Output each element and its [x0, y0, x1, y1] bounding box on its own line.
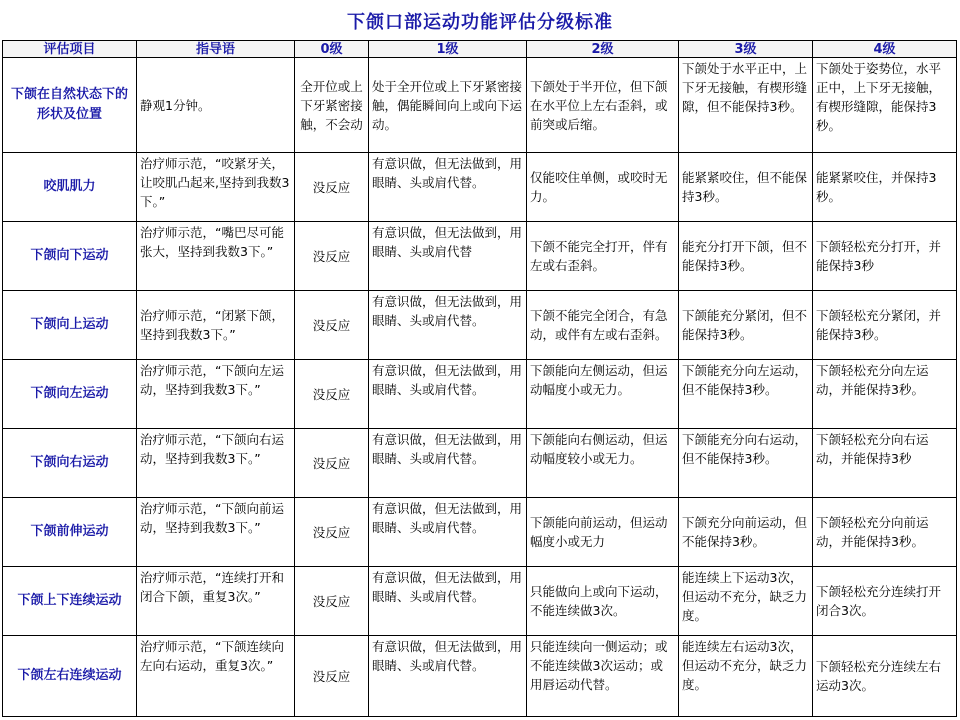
grade-0-cell: 没反应 [295, 291, 369, 360]
grade-4-cell: 下颌处于姿势位，水平正中，上下牙无接触，有楔形缝隙，能保持3秒。 [813, 58, 957, 153]
instruction-cell: 静观1分钟。 [137, 58, 295, 153]
instruction-cell: 治疗师示范，“下颌向前运动，坚持到我数3下。” [137, 498, 295, 567]
table-row [3, 58, 957, 153]
grade-2-cell: 下颌能向右侧运动，但运动幅度较小或无力。 [527, 429, 679, 498]
header-grade-4: 4级 [813, 41, 957, 58]
grade-0-cell: 全开位或上下牙紧密接触，不会动 [295, 58, 369, 153]
assessment-item: 下颌上下连续运动 [3, 567, 137, 636]
grade-1-cell: 有意识做，但无法做到，用眼睛、头或肩代替。 [369, 429, 527, 498]
grade-0-cell: 没反应 [295, 429, 369, 498]
grade-0-cell: 没反应 [295, 222, 369, 291]
grade-1-cell: 有意识做，但无法做到，用眼睛、头或肩代替。 [369, 636, 527, 717]
grade-2-cell: 下颌不能完全打开，伴有左或右歪斜。 [527, 222, 679, 291]
grade-4-cell: 下颌轻松充分向前运动，并能保持3秒。 [813, 498, 957, 567]
header-item: 评估项目 [3, 41, 137, 58]
grade-2-cell: 仅能咬住单侧，或咬时无力。 [527, 153, 679, 222]
table-row [3, 360, 957, 429]
instruction-cell: 治疗师示范，“下颌向左运动，坚持到我数3下。” [137, 360, 295, 429]
grade-4-cell: 能紧紧咬住，并保持3秒。 [813, 153, 957, 222]
assessment-item: 下颌向左运动 [3, 360, 137, 429]
document-title: 下颌口部运动功能评估分级标准 [347, 12, 613, 33]
grade-2-cell: 下颌能向左侧运动，但运动幅度小或无力。 [527, 360, 679, 429]
table-row [3, 291, 957, 360]
assessment-table [2, 40, 957, 717]
grade-3-cell: 下颌处于水平正中，上下牙无接触，有楔形缝隙，但不能保持3秒。 [679, 58, 813, 153]
assessment-item: 下颌向下运动 [3, 222, 137, 291]
instruction-cell: 治疗师示范，“连续打开和闭合下颌，重复3次。” [137, 567, 295, 636]
grade-0-cell: 没反应 [295, 153, 369, 222]
instruction-cell: 治疗师示范，“下颌连续向左向右运动，重复3次。” [137, 636, 295, 717]
grade-1-cell: 有意识做，但无法做到，用眼睛、头或肩代替。 [369, 360, 527, 429]
table-row [3, 429, 957, 498]
instruction-cell: 治疗师示范，“嘴巴尽可能张大，坚持到我数3下。” [137, 222, 295, 291]
header-grade-1: 1级 [369, 41, 527, 58]
header-grade-2: 2级 [527, 41, 679, 58]
assessment-item: 下颌前伸运动 [3, 498, 137, 567]
table-row [3, 567, 957, 636]
header-grade-0: 0级 [295, 41, 369, 58]
grade-0-cell: 没反应 [295, 360, 369, 429]
grade-1-cell: 有意识做，但无法做到，用眼睛、头或肩代替 [369, 222, 527, 291]
grade-3-cell: 能连续上下运动3次，但运动不充分，缺乏力度。 [679, 567, 813, 636]
grade-4-cell: 下颌轻松充分连续左右运动3次。 [813, 636, 957, 717]
grade-0-cell: 没反应 [295, 636, 369, 717]
table-row [3, 636, 957, 717]
instruction-cell: 治疗师示范，“下颌向右运动，坚持到我数3下。” [137, 429, 295, 498]
grade-1-cell: 处于全开位或上下牙紧密接触，偶能瞬间向上或向下运动。 [369, 58, 527, 153]
grade-1-cell: 有意识做，但无法做到，用眼睛、头或肩代替。 [369, 498, 527, 567]
grade-3-cell: 能连续左右运动3次，但运动不充分，缺乏力度。 [679, 636, 813, 717]
grade-2-cell: 下颌能向前运动，但运动幅度小或无力 [527, 498, 679, 567]
assessment-item: 下颌向右运动 [3, 429, 137, 498]
grade-3-cell: 下颌能充分向左运动，但不能保持3秒。 [679, 360, 813, 429]
grade-4-cell: 下颌轻松充分向右运动，并能保持3秒 [813, 429, 957, 498]
grade-2-cell: 下颌处于半开位，但下颌在水平位上左右歪斜，或前突或后缩。 [527, 58, 679, 153]
grade-3-cell: 能紧紧咬住，但不能保持3秒。 [679, 153, 813, 222]
instruction-cell: 治疗师示范，“咬紧牙关，让咬肌凸起来,坚持到我数3下。” [137, 153, 295, 222]
grade-4-cell: 下颌轻松充分连续打开闭合3次。 [813, 567, 957, 636]
grade-4-cell: 下颌轻松充分紧闭，并能保持3秒。 [813, 291, 957, 360]
grade-0-cell: 没反应 [295, 498, 369, 567]
grade-2-cell: 只能做向上或向下运动，不能连续做3次。 [527, 567, 679, 636]
grade-4-cell: 下颌轻松充分向左运动，并能保持3秒。 [813, 360, 957, 429]
table-row [3, 153, 957, 222]
assessment-item: 下颌在自然状态下的形状及位置 [3, 58, 137, 153]
grade-4-cell: 下颌轻松充分打开，并能保持3秒 [813, 222, 957, 291]
grade-1-cell: 有意识做，但无法做到，用眼睛、头或肩代替。 [369, 153, 527, 222]
assessment-item: 下颌左右连续运动 [3, 636, 137, 717]
assessment-item: 下颌向上运动 [3, 291, 137, 360]
header-instruction: 指导语 [137, 41, 295, 58]
assessment-item: 咬肌肌力 [3, 153, 137, 222]
table-row [3, 222, 957, 291]
grade-3-cell: 能充分打开下颌，但不能保持3秒。 [679, 222, 813, 291]
grade-1-cell: 有意识做，但无法做到，用眼睛、头或肩代替。 [369, 567, 527, 636]
grade-2-cell: 下颌不能完全闭合，有急动，或伴有左或右歪斜。 [527, 291, 679, 360]
instruction-cell: 治疗师示范，“闭紧下颌，坚持到我数3下。” [137, 291, 295, 360]
grade-2-cell: 只能连续向一侧运动；或不能连续做3次运动；或用唇运动代替。 [527, 636, 679, 717]
grade-3-cell: 下颌充分向前运动，但不能保持3秒。 [679, 498, 813, 567]
grade-1-cell: 有意识做，但无法做到，用眼睛、头或肩代替。 [369, 291, 527, 360]
grade-3-cell: 下颌能充分紧闭，但不能保持3秒。 [679, 291, 813, 360]
header-row [3, 41, 957, 58]
grade-0-cell: 没反应 [295, 567, 369, 636]
table-row [3, 498, 957, 567]
header-grade-3: 3级 [679, 41, 813, 58]
grade-3-cell: 下颌能充分向右运动，但不能保持3秒。 [679, 429, 813, 498]
